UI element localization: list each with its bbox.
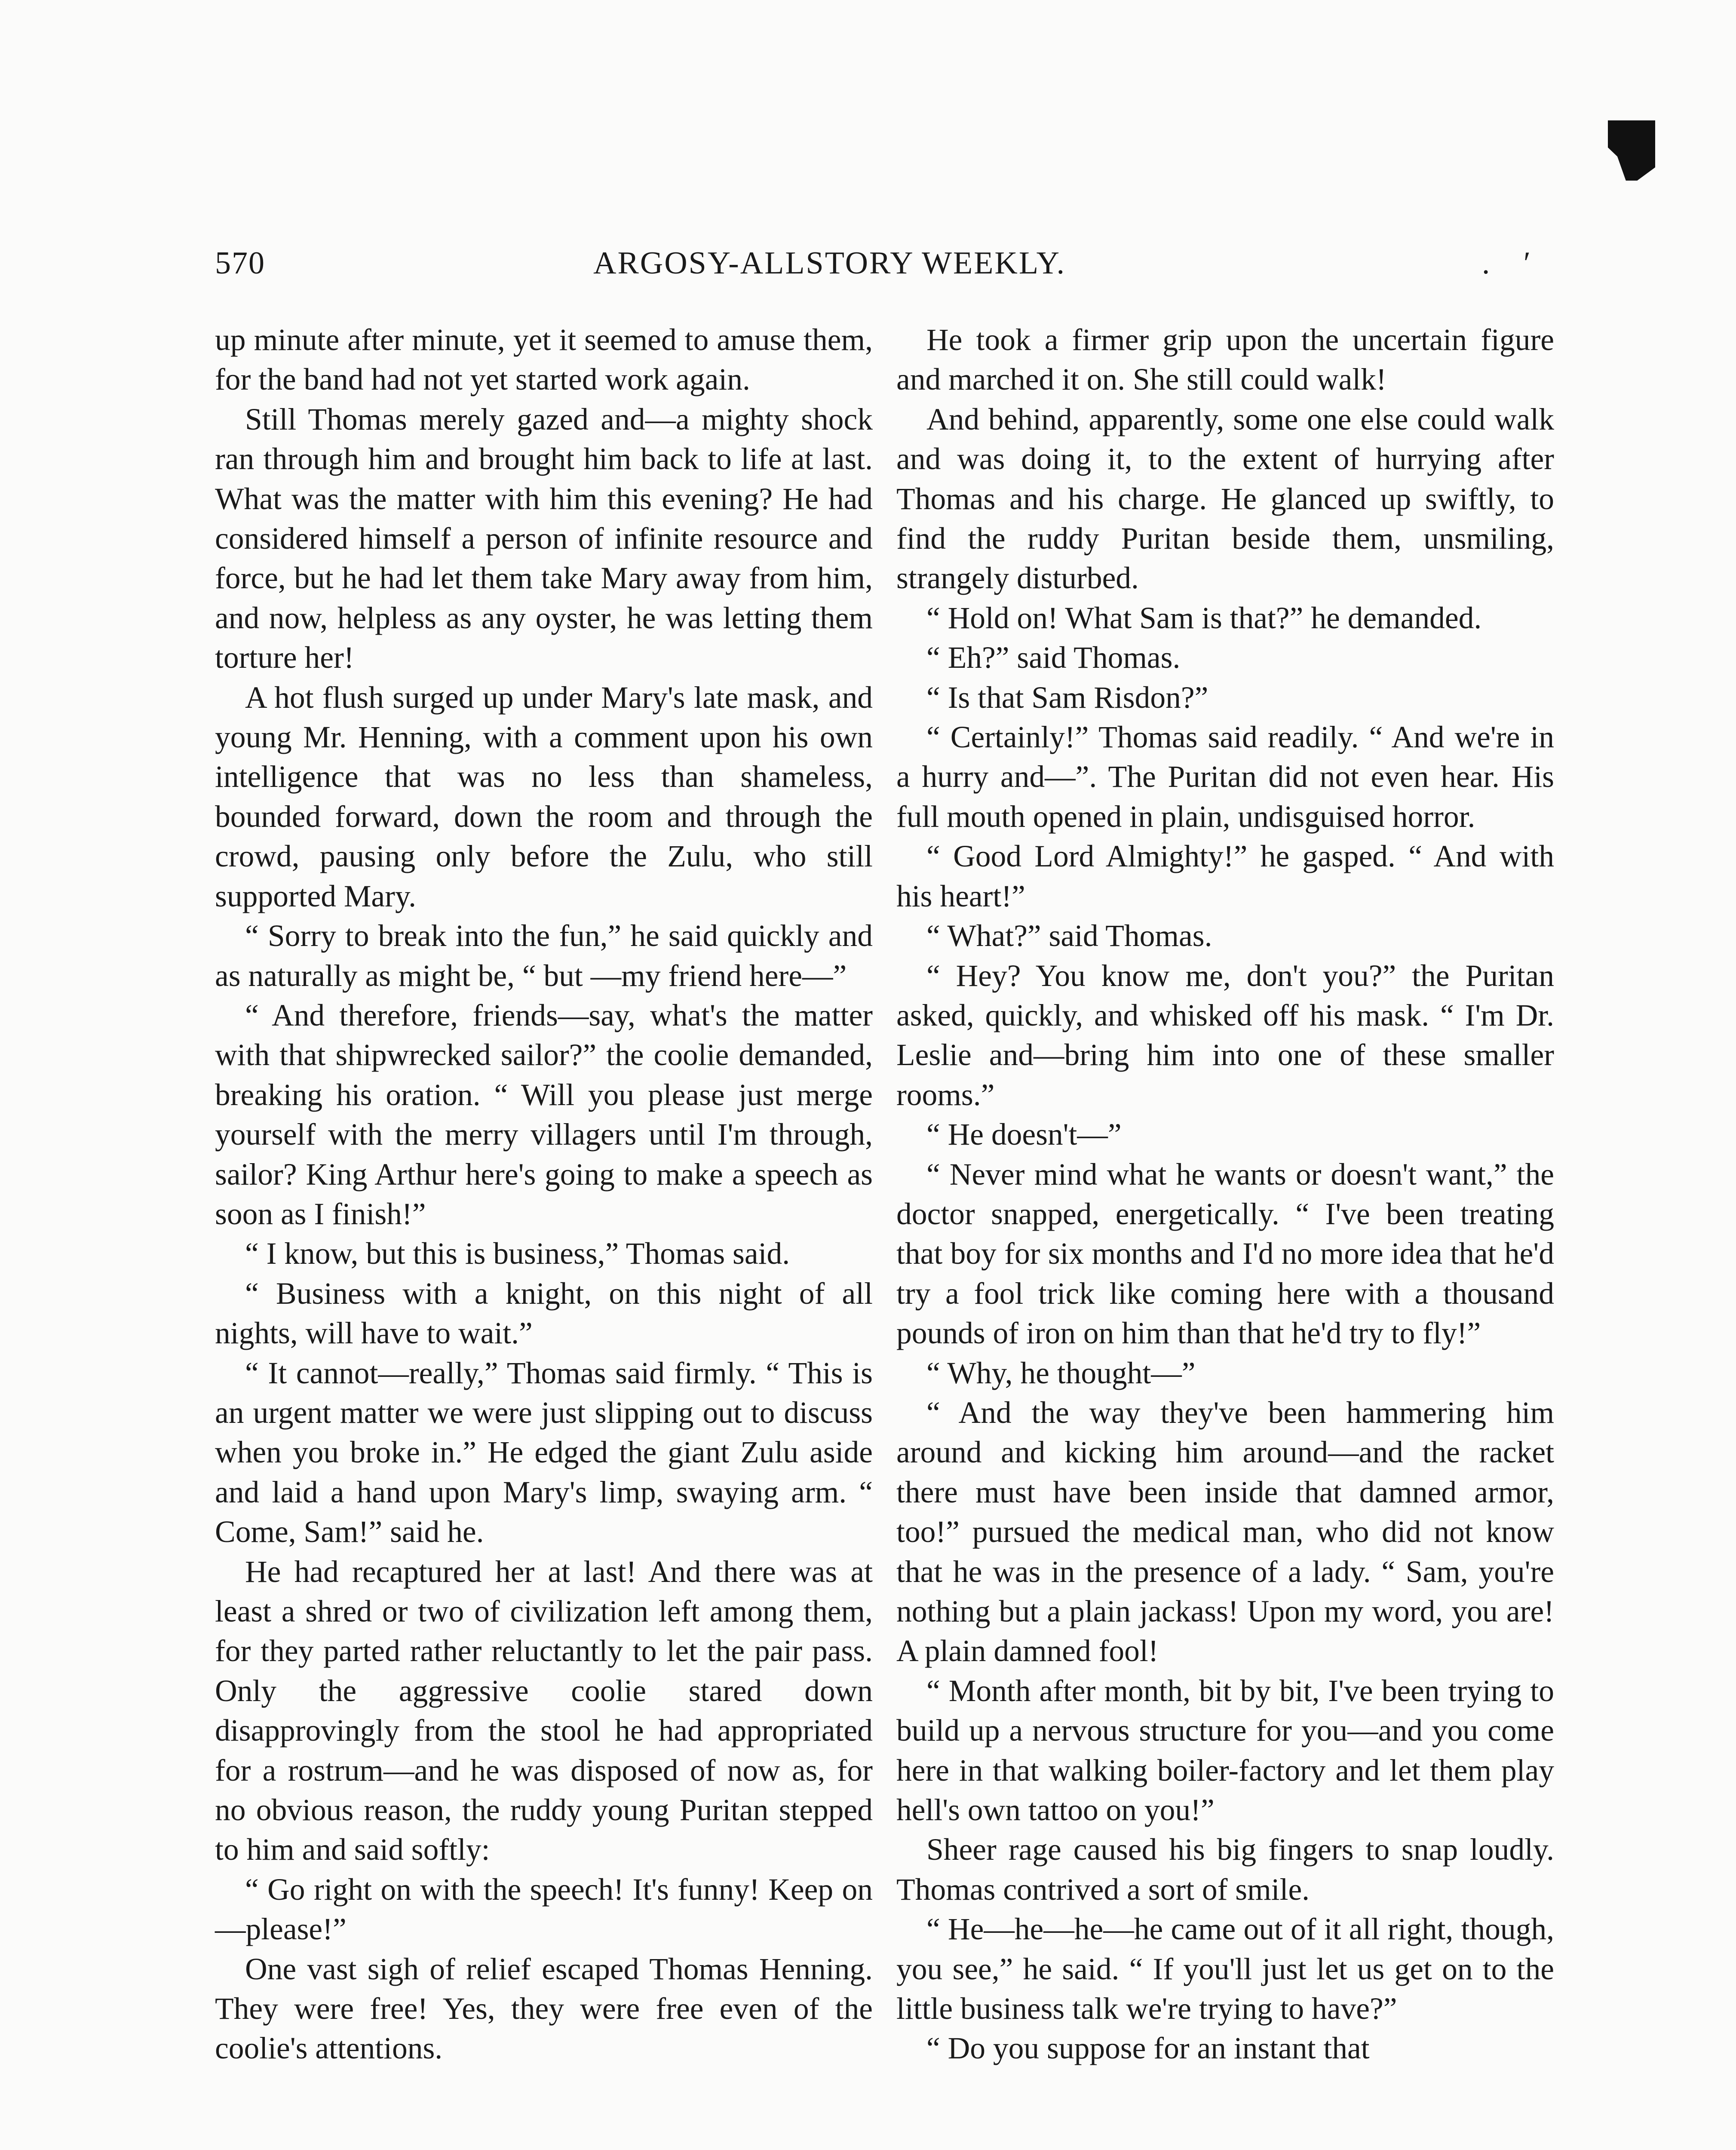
left-column [215,320,873,2069]
page-number: 570 [215,246,265,281]
paragraph: “ Good Lord Almighty!” he gasped. “ And with his heart!” [896,839,1554,913]
paragraph: “ Why, he thought—” [926,1356,1196,1390]
paragraph: “ Month after month, bit by bit, I've been trying to build up a nervous structure for you—and you come here in that walking boiler-factory and let them play hell's own tattoo on you!” [896,1674,1554,1828]
paragraph: Still Thomas merely gazed and—a mighty shock ran through him and brought him back to life at last. What was the matter with him this evening? He had considered himself a person of infinite resource and force, but he had let them take Mary away from him, and now, helpless as any oyster, he was letting them torture her! [215,402,873,675]
paragraph: up minute after minute, yet it seemed to amuse them, for the band had not yet started work again. [215,323,873,397]
paragraph: “ And the way they've been hammering him around and kicking him around—and the racket there must have been inside that damned armor, too!” pursued the medical man, who did not know that he was in the presence of a lady. “ Sam, you're nothing but a plain jackass! Upon my word, you are! A plain damned fool! [896,1395,1554,1668]
right-column [896,320,1554,2069]
running-title: ARGOSY-ALLSTORY WEEKLY. [593,246,1066,281]
paragraph: One vast sigh of relief escaped Thomas Henning. They were free! Yes, they were free even of the coolie's attentions. [215,1952,873,2066]
header-marks: . ′ [1481,246,1543,281]
paragraph: “ It cannot—really,” Thomas said firmly. “ This is an urgent matter we were just slipping out to discuss when you broke in.” He edged the giant Zulu aside and laid a hand upon Mary's limp, swaying arm. “ Come, Sam!” said he. [215,1356,873,1549]
paragraph: “ Is that Sam Risdon?” [926,680,1208,715]
paragraph: “ Hold on! What Sam is that?” he demanded. [926,601,1482,635]
printer-corner-mark [1608,120,1655,181]
paragraph: “ Never mind what he wants or doesn't want,” the doctor snapped, energetically. “ I've been treating that boy for six months and I'd no more idea that he'd try a fool trick like coming here with a thousand pounds of iron on him than that he'd try to fly!” [896,1157,1554,1351]
paragraph: “ I know, but this is business,” Thomas said. [245,1237,790,1271]
paragraph: “ And therefore, friends—say, what's the matter with that shipwrecked sailor?” the coolie demanded, breaking his oration. “ Will you please just merge yourself with the merry villagers until I'm through, sailor? King Arthur here's going to make a speech as soon as I finish!” [215,998,873,1231]
paragraph: “ Eh?” said Thomas. [926,641,1181,675]
paragraph: A hot flush surged up under Mary's late mask, and young Mr. Henning, with a comment upon his own intelligence that was no less than shameless, bounded forward, down the room and through the crowd, pausing only before the Zulu, who still supported Mary. [215,680,873,913]
paragraph: “ Business with a knight, on this night of all nights, will have to wait.” [215,1276,873,1351]
paragraph: And behind, apparently, some one else could walk and was doing it, to the extent of hurrying after Thomas and his charge. He glanced up swiftly, to find the ruddy Puritan beside them, unsmiling, strangely disturbed. [896,402,1554,596]
paragraph: “ He—he—he—he came out of it all right, though, you see,” he said. “ If you'll just let us get on to the little business talk we're trying to have?” [896,1912,1554,2026]
paragraph: “ Sorry to break into the fun,” he said quickly and as naturally as might be, “ but —my friend here—” [215,919,873,993]
paragraph: “ Certainly!” Thomas said readily. “ And we're in a hurry and—”. The Puritan did not even hear. His full mouth opened in plain, undisguised horror. [896,720,1554,834]
paragraph: “ Hey? You know me, don't you?” the Puritan asked, quickly, and whisked off his mask. “ I'm Dr. Leslie and—bring him into one of these smaller rooms.” [896,958,1554,1112]
paragraph: He took a firmer grip upon the uncertain figure and marched it on. She still could walk! [896,323,1554,397]
paragraph: Sheer rage caused his big fingers to snap loudly. Thomas contrived a sort of smile. [896,1833,1554,1907]
paragraph: “ Do you suppose for an instant that [926,2031,1370,2066]
page-header [215,245,1561,292]
paragraph: “ He doesn't—” [926,1118,1122,1152]
paragraph: “ Go right on with the speech! It's funny! Keep on—please!” [215,1872,873,1947]
paragraph: “ What?” said Thomas. [926,919,1212,953]
paragraph: He had recaptured her at last! And there was at least a shred or two of civilization left among them, for they parted rather reluctantly to let the pair pass. Only the aggressive coolie stared down disapprovingly from the stool he had appropriated for a rostrum—and he was disposed of now as, for no obvious reason, the ruddy young Puritan stepped to him and said softly: [215,1554,873,1867]
